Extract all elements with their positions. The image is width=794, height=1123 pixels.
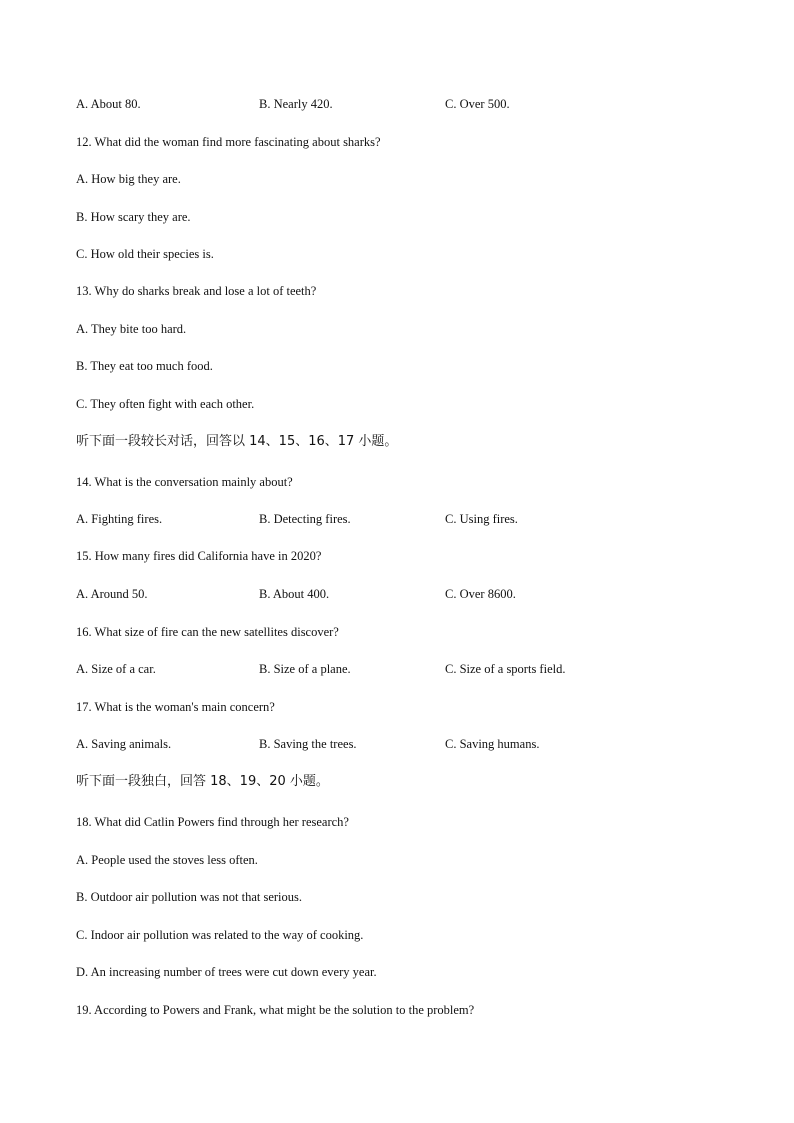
q16-option-b: B. Size of a plane.	[259, 662, 351, 676]
q11-option-b: B. Nearly 420.	[259, 97, 333, 111]
q15-option-b: B. About 400.	[259, 587, 330, 601]
q14-question: 14. What is the conversation mainly about?	[76, 475, 293, 489]
q19-question: 19. According to Powers and Frank, what might be the solution to the problem?	[76, 1003, 475, 1017]
q11-option-c: C. Over 500.	[445, 97, 510, 111]
q18-option-a: A. People used the stoves less often.	[76, 853, 258, 867]
q13-option-a: A. They bite too hard.	[76, 322, 187, 336]
q14-option-a: A. Fighting fires.	[76, 512, 163, 526]
section-instruction-2: 听下面一段独白，回答 18、19、20 小题。	[76, 774, 329, 789]
q12-option-b: B. How scary they are.	[76, 210, 191, 224]
q12-option-a: A. How big they are.	[76, 172, 181, 186]
q14-option-c: C. Using fires.	[445, 512, 518, 526]
q12-question: 12. What did the woman find more fascinating about sharks?	[76, 135, 381, 149]
q12-option-c: C. How old their species is.	[76, 247, 214, 261]
q18-option-c: C. Indoor air pollution was related to the way of cooking.	[76, 928, 364, 942]
q17-option-b: B. Saving the trees.	[259, 737, 357, 751]
q16-option-a: A. Size of a car.	[76, 662, 156, 676]
q17-option-a: A. Saving animals.	[76, 737, 172, 751]
q18-question: 18. What did Catlin Powers find through her research?	[76, 815, 349, 829]
q13-option-b: B. They eat too much food.	[76, 359, 213, 373]
q15-option-c: C. Over 8600.	[445, 587, 516, 601]
q16-question: 16. What size of fire can the new satellites discover?	[76, 625, 339, 639]
q13-question: 13. Why do sharks break and lose a lot of teeth?	[76, 284, 317, 298]
q14-option-b: B. Detecting fires.	[259, 512, 351, 526]
q15-question: 15. How many fires did California have in 2020?	[76, 549, 322, 563]
q18-option-b: B. Outdoor air pollution was not that serious.	[76, 890, 303, 904]
section-instruction-1: 听下面一段较长对话，回答以 14、15、16、17 小题。	[76, 434, 398, 449]
q13-option-c: C. They often fight with each other.	[76, 397, 255, 411]
q16-option-c: C. Size of a sports field.	[445, 662, 566, 676]
q17-option-c: C. Saving humans.	[445, 737, 540, 751]
q11-option-a: A. About 80.	[76, 97, 141, 111]
q18-option-d: D. An increasing number of trees were cut down every year.	[76, 965, 377, 979]
q17-question: 17. What is the woman's main concern?	[76, 700, 275, 714]
q15-option-a: A. Around 50.	[76, 587, 148, 601]
